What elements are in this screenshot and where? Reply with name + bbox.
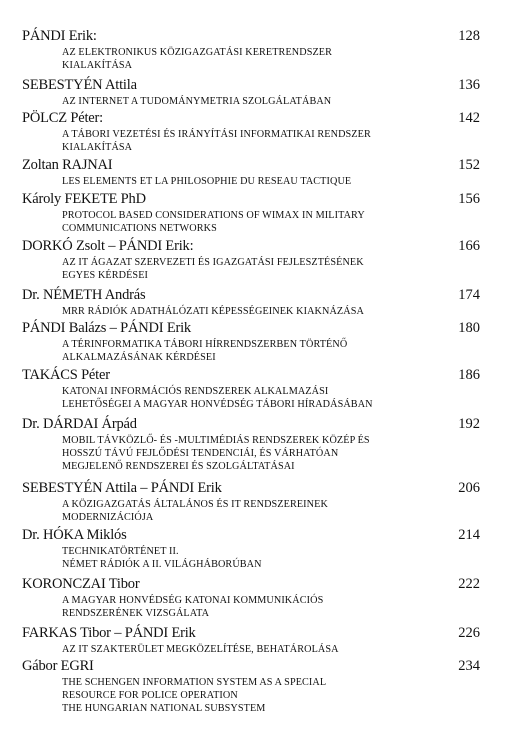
toc-entry-author: FARKAS Tibor – PÁNDI Erik: [22, 625, 196, 641]
toc-entry-author: Zoltan RAJNAI: [22, 157, 113, 173]
toc-entry-page-number: 234: [458, 658, 480, 674]
toc-entry-author: Dr. HÓKA Miklós: [22, 527, 127, 543]
toc-entry-title-line: A TÁBORI VEZETÉSI ÉS IRÁNYÍTÁSI INFORMATIKAI RENDSZER: [62, 129, 371, 140]
toc-entry-page-number: 156: [458, 191, 480, 207]
toc-entry-title-line: MODERNIZÁCIÓJA: [62, 512, 154, 523]
toc-entry-title-line: ALKALMAZÁSÁNAK KÉRDÉSEI: [62, 352, 216, 363]
toc-entry-page-number: 180: [458, 320, 480, 336]
toc-entry-author: Károly FEKETE PhD: [22, 191, 146, 207]
toc-entry-page-number: 192: [458, 416, 480, 432]
toc-entry-author: SEBESTYÉN Attila – PÁNDI Erik: [22, 480, 222, 496]
toc-entry-author: PÖLCZ Péter:: [22, 110, 103, 126]
toc-entry-author: TAKÁCS Péter: [22, 367, 110, 383]
toc-entry-page-number: 206: [458, 480, 480, 496]
toc-entry-title-line: KIALAKÍTÁSA: [62, 60, 133, 71]
toc-entry-title-line: A MAGYAR HONVÉDSÉG KATONAI KOMMUNIKÁCIÓS: [62, 595, 324, 606]
toc-entry-page-number: 136: [458, 77, 480, 93]
toc-entry-title-line: HOSSZÚ TÁVÚ FEJLŐDÉSI TENDENCIÁI, ÉS VÁRHATÓAN: [62, 448, 339, 459]
toc-entry-title-line: LEHETŐSÉGEI A MAGYAR HONVÉDSÉG TÁBORI HÍRADÁSÁBAN: [62, 399, 373, 410]
toc-entry-title-line: MEGJELENŐ RENDSZEREI ÉS SZOLGÁLTATÁSAI: [62, 461, 295, 472]
toc-entry-author: PÁNDI Erik:: [22, 28, 97, 44]
toc-entry-title-line: EGYES KÉRDÉSEI: [62, 270, 149, 281]
toc-entry-title-line: NÉMET RÁDIÓK A II. VILÁGHÁBORÚBAN: [62, 559, 262, 570]
toc-entry-title-line: AZ INTERNET A TUDOMÁNYMETRIA SZOLGÁLATÁBAN: [62, 96, 332, 107]
toc-entry-title-line: PROTOCOL BASED CONSIDERATIONS OF WIMAX IN MILITARY: [62, 210, 365, 221]
toc-entry-author: KORONCZAI Tibor: [22, 576, 140, 592]
toc-entry-page-number: 166: [458, 238, 480, 254]
toc-entry-page-number: 214: [458, 527, 480, 543]
toc-entry-title-line: AZ IT SZAKTERÜLET MEGKÖZELÍTÉSE, BEHATÁROLÁSA: [62, 644, 339, 655]
toc-entry-author: DORKÓ Zsolt – PÁNDI Erik:: [22, 238, 194, 254]
toc-entry-title-line: MRR RÁDIÓK ADATHÁLÓZATI KÉPESSÉGEINEK KIAKNÁZÁSA: [62, 306, 364, 317]
toc-entry-title-line: COMMUNICATIONS NETWORKS: [62, 223, 217, 234]
toc-entry-page-number: 174: [458, 287, 480, 303]
toc-entry-page-number: 128: [458, 28, 480, 44]
toc-entry-title-line: THE SCHENGEN INFORMATION SYSTEM AS A SPECIAL: [62, 677, 327, 688]
toc-entry-author: Gábor EGRI: [22, 658, 94, 674]
toc-entry-author: PÁNDI Balázs – PÁNDI Erik: [22, 320, 191, 336]
toc-entry-title-line: TECHNIKATÖRTÉNET II.: [62, 546, 179, 557]
toc-entry-author: Dr. NÉMETH András: [22, 287, 146, 303]
toc-entry-title-line: AZ IT ÁGAZAT SZERVEZETI ÉS IGAZGATÁSI FEJLESZTÉSÉNEK: [62, 257, 364, 268]
toc-entry-title-line: MOBIL TÁVKÖZLŐ- ÉS -MULTIMÉDIÁS RENDSZEREK KÖZÉP ÉS: [62, 435, 370, 446]
toc-entry-page-number: 226: [458, 625, 480, 641]
toc-entry-page-number: 222: [458, 576, 480, 592]
toc-entry-title-line: A TÉRINFORMATIKA TÁBORI HÍRRENDSZERBEN TÖRTÉNŐ: [62, 339, 348, 350]
toc-entry-page-number: 186: [458, 367, 480, 383]
toc-entry-author: SEBESTYÉN Attila: [22, 77, 137, 93]
toc-entry-page-number: 152: [458, 157, 480, 173]
toc-entry-page-number: 142: [458, 110, 480, 126]
toc-entry-title-line: RENDSZERÉNEK VIZSGÁLATA: [62, 608, 210, 619]
toc-entry-title-line: LES ELEMENTS ET LA PHILOSOPHIE DU RESEAU TACTIQUE: [62, 176, 352, 187]
toc-entry-title-line: KATONAI INFORMÁCIÓS RENDSZEREK ALKALMAZÁSI: [62, 386, 329, 397]
toc-entry-title-line: A KÖZIGAZGATÁS ÁLTALÁNOS ÉS IT RENDSZEREINEK: [62, 499, 328, 510]
toc-entry-author: Dr. DÁRDAI Árpád: [22, 416, 137, 432]
toc-entry-title-line: KIALAKÍTÁSA: [62, 142, 133, 153]
toc-entry-title-line: RESOURCE FOR POLICE OPERATION: [62, 690, 238, 701]
toc-entry-title-line: AZ ELEKTRONIKUS KÖZIGAZGATÁSI KERETRENDSZER: [62, 47, 332, 58]
toc-entry-title-line: THE HUNGARIAN NATIONAL SUBSYSTEM: [62, 703, 266, 714]
